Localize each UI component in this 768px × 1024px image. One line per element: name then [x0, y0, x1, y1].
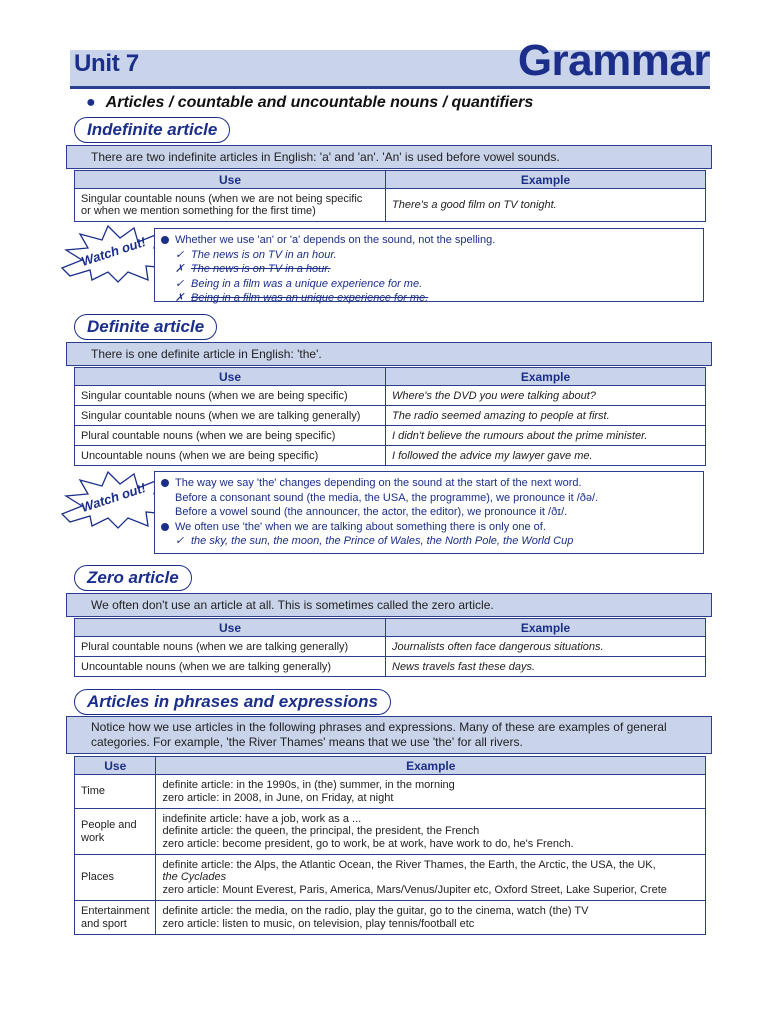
watch-note: Whether we use 'an' or 'a' depends on the sound, not the spelling.	[175, 233, 695, 248]
topic-heading	[86, 94, 533, 112]
use-cell: Uncountable nouns (when we are being specific)	[75, 446, 386, 466]
example-cell: There's a good film on TV tonight.	[386, 189, 706, 222]
table-row	[75, 426, 706, 446]
intro-definite: There is one definite article in English: 'the'.	[66, 342, 712, 366]
table-row	[75, 809, 706, 855]
use-line: work	[81, 831, 105, 844]
example-wrong	[175, 262, 695, 277]
example-correct	[175, 277, 695, 292]
table-indefinite	[74, 170, 706, 222]
table-row	[75, 637, 706, 657]
use-cell: Plural countable nouns (when we are being specific)	[75, 426, 386, 446]
example-correct	[175, 248, 695, 263]
example-line: zero article: listen to music, on television, play tennis/football etc	[162, 917, 475, 930]
example-cell: News travels fast these days.	[386, 657, 706, 677]
example-text: The news is on TV in a hour.	[191, 263, 331, 275]
use-line: and sport	[81, 917, 127, 930]
use-cell: Singular countable nouns (when we are talking generally)	[75, 406, 386, 426]
use-cell: Places	[75, 855, 156, 901]
table-definite	[74, 367, 706, 466]
example-cell: I didn't believe the rumours about the prime minister.	[386, 426, 706, 446]
use-cell	[75, 901, 156, 935]
example-cell	[156, 901, 706, 935]
table-row	[75, 855, 706, 901]
col-example: Example	[386, 368, 706, 386]
col-example: Example	[386, 171, 706, 189]
table-zero	[74, 618, 706, 677]
example-cell	[156, 775, 706, 809]
example-line: zero article: in 2008, in June, on Friday, at night	[162, 791, 394, 804]
bullet-icon: ●	[86, 94, 96, 111]
intro-zero: We often don't use an article at all. This is sometimes called the zero article.	[66, 593, 712, 617]
example-cell	[156, 855, 706, 901]
example-line: definite article: the Alps, the Atlantic Ocean, the River Thames, the Earth, the Arctic, the USA, the UK,	[162, 858, 656, 871]
example-wrong	[175, 291, 695, 306]
table-phrases	[74, 756, 706, 935]
example-line: zero article: Mount Everest, Paris, America, Mars/Venus/Jupiter etc, Oxford Street, Lake Superior, Crete	[162, 883, 667, 896]
example-text: Being in a film was an unique experience for me.	[191, 292, 429, 304]
page-title: Grammar	[517, 36, 710, 85]
use-line: Singular countable nouns (when we are not being specific	[81, 193, 363, 205]
section-title-definite: Definite article	[74, 314, 217, 340]
table-row	[75, 657, 706, 677]
check-icon: ✓	[175, 535, 185, 547]
watch-box-definite	[154, 471, 704, 554]
example-correct	[175, 534, 695, 549]
example-line: zero article: become president, go to work, be at work, have work to do, he's French.	[162, 837, 574, 850]
table-row	[75, 406, 706, 426]
example-line: definite article: the media, on the radio, play the guitar, go to the cinema, watch (the) TV	[162, 905, 589, 917]
example-cell: Journalists often face dangerous situations.	[386, 637, 706, 657]
table-row	[75, 386, 706, 406]
intro-indefinite: There are two indefinite articles in English: 'a' and 'an'. 'An' is used before vowel sounds.	[66, 145, 712, 169]
check-icon: ✓	[175, 277, 185, 290]
example-text: The news is on TV in an hour.	[191, 248, 337, 261]
intro-line: Notice how we use articles in the following phrases and expressions. Many of these are examples of general	[91, 720, 667, 734]
use-line: Entertainment	[81, 905, 150, 917]
watch-note: The way we say 'the' changes depending on the sound at the start of the next word.	[175, 476, 695, 491]
col-example: Example	[386, 619, 706, 637]
example-line: indefinite article: have a job, work as a ...	[162, 812, 362, 825]
table-row	[75, 775, 706, 809]
use-cell: Plural countable nouns (when we are talking generally)	[75, 637, 386, 657]
topic-text: Articles / countable and uncountable nouns / quantifiers	[105, 94, 534, 111]
example-cell: I followed the advice my lawyer gave me.	[386, 446, 706, 466]
watch-box-indefinite	[154, 228, 704, 302]
example-cell	[156, 809, 706, 855]
example-line: definite article: in the 1990s, in (the) summer, in the morning	[162, 779, 455, 791]
use-line: People and	[81, 819, 137, 831]
example-line: definite article: the queen, the principal, the president, the French	[162, 825, 480, 838]
intro-phrases	[66, 716, 712, 754]
watch-out-label: Watch out!	[79, 480, 148, 515]
col-use: Use	[75, 171, 386, 189]
col-use: Use	[75, 619, 386, 637]
section-title-zero: Zero article	[74, 565, 192, 591]
table-row	[75, 189, 706, 222]
watch-out-label: Watch out!	[79, 234, 148, 269]
example-line: the Cyclades	[162, 871, 227, 884]
table-row	[75, 446, 706, 466]
cross-icon: ✗	[175, 263, 185, 275]
use-cell: Singular countable nouns (when we are being specific)	[75, 386, 386, 406]
col-use: Use	[75, 368, 386, 386]
col-use: Use	[75, 757, 156, 775]
watch-note: We often use 'the' when we are talking about something there is only one of.	[175, 520, 695, 535]
col-example: Example	[156, 757, 706, 775]
check-icon: ✓	[175, 248, 185, 261]
section-title-phrases: Articles in phrases and expressions	[74, 689, 391, 715]
use-cell	[75, 189, 386, 222]
table-row	[75, 901, 706, 935]
use-cell: Uncountable nouns (when we are talking generally)	[75, 657, 386, 677]
use-cell	[75, 809, 156, 855]
example-cell: Where's the DVD you were talking about?	[386, 386, 706, 406]
watch-note-line: Before a vowel sound (the announcer, the actor, the editor), we pronounce it /ðɪ/.	[175, 506, 568, 518]
intro-line: categories. For example, 'the River Thames' means that we use 'the' for all rivers.	[91, 735, 523, 749]
example-text: Being in a film was a unique experience for me.	[191, 277, 423, 290]
example-text: the sky, the sun, the moon, the Prince of Wales, the North Pole, the World Cup	[191, 535, 574, 547]
cross-icon: ✗	[175, 292, 185, 304]
use-cell: Time	[75, 775, 156, 809]
watch-note-line: Before a consonant sound (the media, the USA, the programme), we pronounce it /ðə/.	[175, 491, 599, 504]
example-cell: The radio seemed amazing to people at first.	[386, 406, 706, 426]
unit-label: Unit 7	[74, 50, 139, 77]
section-title-indefinite: Indefinite article	[74, 117, 230, 143]
use-line: or when we mention something for the first time)	[81, 205, 316, 217]
